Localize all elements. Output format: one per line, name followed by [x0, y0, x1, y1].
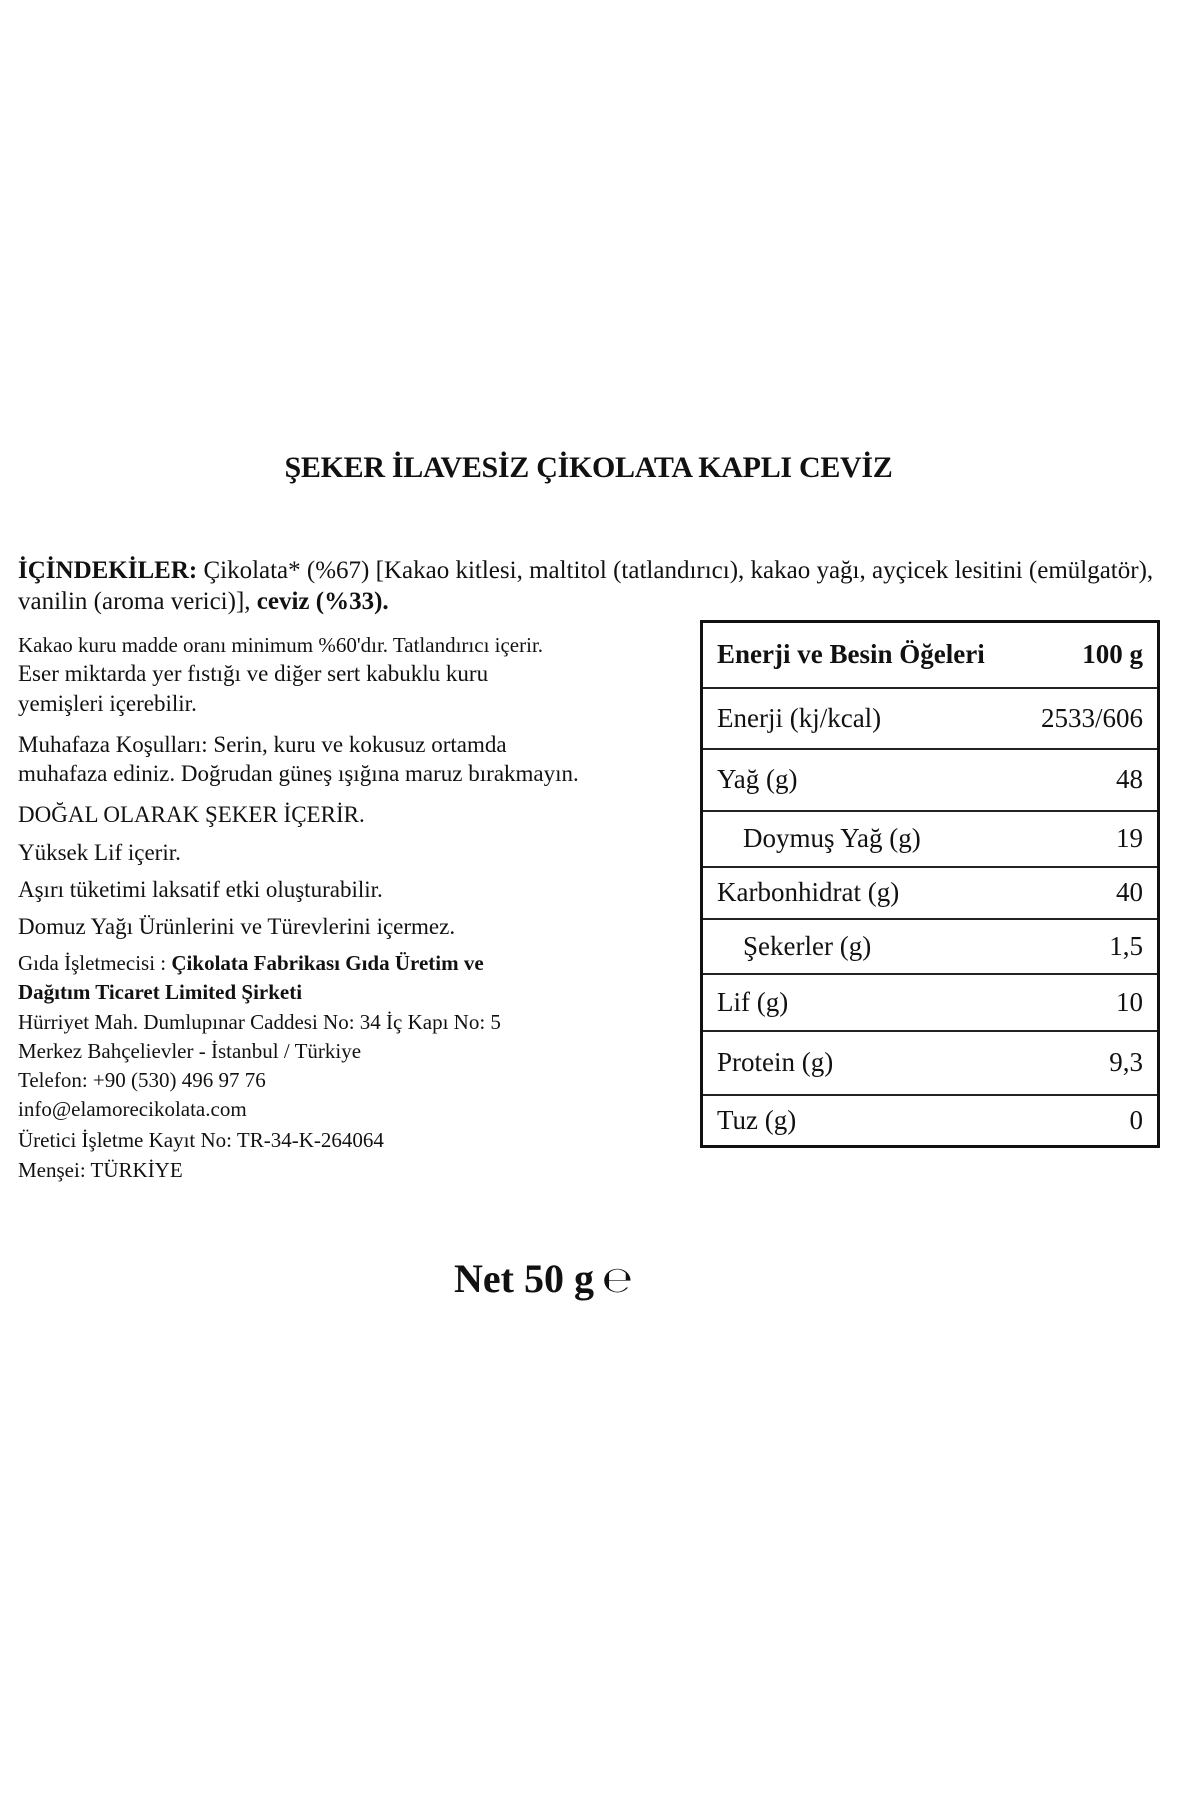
nutrition-row-value: 0 [1018, 1095, 1158, 1147]
pork-note: Domuz Yağı Ürünlerini ve Türevlerini içermez. [18, 914, 456, 939]
nutrition-header-row [702, 622, 1159, 688]
nutrition-row [702, 974, 1159, 1031]
address-line-1: Hürriyet Mah. Dumlupınar Caddesi No: 34 İç Kapı No: 5 [18, 1010, 501, 1034]
nutrition-row-value: 48 [1018, 749, 1158, 811]
storage-note-line-1: Muhafaza Koşulları: Serin, kuru ve kokusuz ortamda [18, 732, 507, 757]
email-line: info@elamorecikolata.com [18, 1097, 247, 1121]
nutrition-row [702, 811, 1159, 867]
nutrition-row [702, 919, 1159, 974]
nutrition-row-value: 9,3 [1018, 1031, 1158, 1095]
laxative-note: Aşırı tüketimi laksatif etki oluşturabilir. [18, 877, 383, 902]
nutrition-row-value: 2533/606 [1018, 688, 1158, 749]
nutrition-header-value: 100 g [1082, 639, 1143, 670]
ingredients-walnut: ceviz (%33). [256, 588, 389, 615]
allergen-note-line-1: Eser miktarda yer fıstığı ve diğer sert kabuklu kuru [18, 661, 489, 686]
address-line-2: Merkez Bahçelievler - İstanbul / Türkiye [18, 1039, 362, 1063]
nutrition-row-value: 10 [1018, 974, 1158, 1031]
food-operator-line [18, 951, 484, 976]
registration-line: Üretici İşletme Kayıt No: TR-34-K-264064 [18, 1128, 384, 1152]
nutrition-row-label: Yağ (g) [702, 749, 1019, 811]
nutrition-row-label: Şekerler (g) [702, 919, 1019, 974]
storage-note-line-2: muhafaza ediniz. Doğrudan güneş ışığına maruz bırakmayın. [18, 761, 579, 786]
nutrition-row-label: Doymuş Yağ (g) [702, 811, 1019, 867]
cocoa-note: Kakao kuru madde oranı minimum %60'dır. Tatlandırıcı içerir. [18, 633, 544, 657]
nutrition-row [702, 1095, 1159, 1147]
nutrition-table [700, 620, 1160, 1148]
nutrition-row-label: Tuz (g) [702, 1095, 1019, 1147]
ingredients-text: Çikolata* (%67) [Kakao kitlesi, maltitol (tatlandırıcı), kakao yağı, ayçicek lesitini (emülgatör), vanilin (aroma verici)], [18, 557, 1154, 615]
nutrition-header-label: Enerji ve Besin Öğeleri [717, 639, 985, 670]
nutrition-row-value: 40 [1018, 867, 1158, 919]
nutrition-row [702, 867, 1159, 919]
nutrition-row [702, 1031, 1159, 1095]
net-weight-text: Net 50 g [454, 1256, 594, 1301]
company-name-line-2: Dağıtım Ticaret Limited Şirketi [18, 980, 303, 1004]
nutrition-row-value: 19 [1018, 811, 1158, 867]
nutrition-row-label: Protein (g) [702, 1031, 1019, 1095]
phone-line: Telefon: +90 (530) 496 97 76 [18, 1068, 266, 1092]
nutrition-row [702, 749, 1159, 811]
company-name-line-1: Çikolata Fabrikası Gıda Üretim ve [171, 951, 484, 975]
nutrition-row-value: 1,5 [1018, 919, 1158, 974]
allergen-note-line-2: yemişleri içerebilir. [18, 691, 197, 716]
ingredients-paragraph [18, 555, 1158, 617]
fiber-note: Yüksek Lif içerir. [18, 840, 181, 865]
nutrition-row-label: Enerji (kj/kcal) [702, 688, 1019, 749]
ingredients-label: İÇİNDEKİLER: [18, 557, 198, 584]
origin-line: Menşei: TÜRKİYE [18, 1158, 183, 1182]
natural-sugar-note: DOĞAL OLARAK ŞEKER İÇERİR. [18, 802, 365, 827]
net-weight [454, 1255, 633, 1302]
food-operator-label: Gıda İşletmecisi : [18, 951, 172, 975]
estimated-sign-icon: ℮ [601, 1260, 633, 1301]
product-title: ŞEKER İLAVESİZ ÇİKOLATA KAPLI CEVİZ [284, 451, 893, 484]
nutrition-row-label: Lif (g) [702, 974, 1019, 1031]
nutrition-row-label: Karbonhidrat (g) [702, 867, 1019, 919]
nutrition-row [702, 688, 1159, 749]
